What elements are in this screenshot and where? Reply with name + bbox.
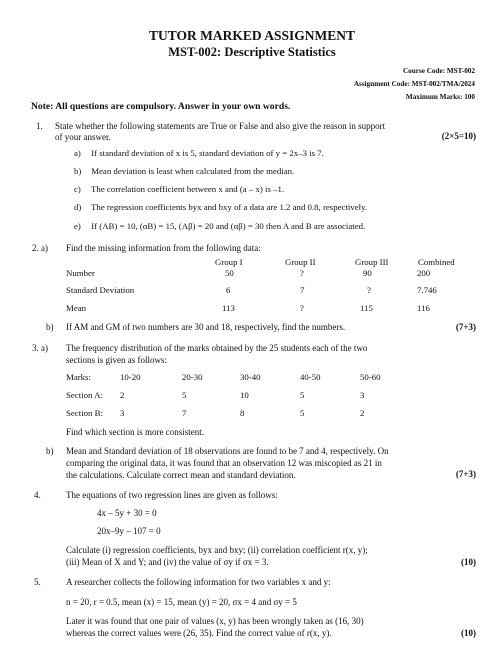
- assignment-code: Assignment Code: MST-002/TMA/2024: [353, 80, 475, 88]
- page-subtitle: MST-002: Descriptive Statistics: [168, 45, 336, 59]
- table-cell: 10-20: [120, 372, 141, 382]
- table-cell: Mean: [66, 303, 87, 313]
- q1-text-line1: State whether the following statements are True or False and also give the reason in support: [55, 121, 386, 131]
- q1-number: 1.: [36, 121, 43, 131]
- table-cell: 7: [300, 285, 305, 295]
- table-cell: 115: [360, 303, 373, 313]
- table-cell: 2: [120, 390, 125, 400]
- q1-item-d: [74, 202, 367, 212]
- q2-number: 2. a): [32, 243, 48, 253]
- q3-b-line3: the calculations. Calculate correct mean and standard deviation.: [66, 470, 296, 480]
- table-cell: ?: [300, 303, 304, 313]
- q1-item-label: e): [74, 221, 81, 231]
- table-cell: 30-40: [240, 372, 261, 382]
- q5-later-line1: Later it was found that one pair of values (x, y) has been wrongly taken as (16, 30): [66, 616, 364, 626]
- table-cell: 90: [363, 268, 372, 278]
- table-cell: 10: [240, 390, 249, 400]
- q2-marks: (7+3): [455, 322, 476, 332]
- table-cell: Section A:: [66, 390, 103, 400]
- q4-equation-1: 4x – 5y + 30 = 0: [97, 508, 157, 518]
- q1-item-text: Mean deviation is least when calculated from the median.: [91, 166, 295, 176]
- q2-b-label: b): [46, 322, 54, 332]
- table-cell: 7: [182, 408, 187, 418]
- q1-marks: (2×5=10): [441, 131, 476, 141]
- q3-number: 3. a): [32, 343, 48, 353]
- table-cell: Number: [66, 268, 95, 278]
- q1-item-text: If (AB) = 10, (αB) = 15, (Aβ) = 20 and (αβ) = 30 then A and B are associated.: [91, 221, 366, 231]
- q1-item-label: c): [74, 184, 81, 194]
- table-cell: ?: [300, 268, 304, 278]
- max-marks: Maximum Marks: 100: [405, 93, 475, 101]
- table-header: Group II: [285, 257, 316, 267]
- q2-b-text: If AM and GM of two numbers are 30 and 18, respectively, find the numbers.: [66, 322, 346, 332]
- q3-b-line2: comparing the original data, it was found that an observation 12 was miscopied as 21 in: [66, 458, 382, 468]
- q5-data: n = 20, r = 0.5, mean (x) = 15, mean (y) = 20, σx = 4 and σy = 5: [66, 597, 297, 607]
- table-cell: 3: [360, 390, 365, 400]
- table-header: Group I: [215, 257, 243, 267]
- q3-b-line1: Mean and Standard deviation of 18 observations are found to be 7 and 4, respectively. On: [66, 446, 389, 456]
- table-cell: 3: [120, 408, 125, 418]
- q3-marks: (7+3): [455, 469, 476, 479]
- table-cell: 50: [225, 268, 234, 278]
- q1-item-text: The correlation coefficient between x and (a – x) is –1.: [91, 184, 285, 194]
- table-cell: Marks:: [66, 372, 91, 382]
- q4-text: The equations of two regression lines are given as follows:: [66, 490, 278, 500]
- table-cell: 40-50: [300, 372, 321, 382]
- q3-text-line1: The frequency distribution of the marks obtained by the 25 students each of the two: [66, 343, 368, 353]
- table-cell: 5: [300, 390, 305, 400]
- table-cell: 6: [226, 285, 231, 295]
- q4-marks: (10): [461, 557, 476, 567]
- q2-text: Find the missing information from the following data:: [66, 243, 261, 253]
- table-cell: 200: [417, 268, 431, 278]
- q1-item-a: [74, 148, 324, 158]
- table-cell: 20-30: [182, 372, 203, 382]
- q1-item-text: The regression coefficients byx and bxy of a data are 1.2 and 0.8, respectively.: [91, 202, 368, 212]
- q5-text: A researcher collects the following information for two variables x and y:: [66, 577, 331, 587]
- table-cell: 5: [182, 390, 187, 400]
- q4-equation-2: 20x–9y – 107 = 0: [97, 526, 161, 536]
- q5-number: 5.: [34, 577, 41, 587]
- q1-item-label: a): [74, 148, 81, 158]
- q5-marks: (10): [461, 628, 476, 638]
- course-code: Course Code: MST-002: [402, 67, 475, 75]
- q1-item-e: [74, 221, 365, 231]
- q3-b-label: b): [46, 446, 54, 456]
- q1-item-label: d): [74, 202, 82, 212]
- table-cell: 5: [300, 408, 305, 418]
- table-cell: 113: [222, 303, 235, 313]
- q4-number: 4.: [34, 490, 41, 500]
- q5-later-line2: whereas the correct values were (26, 35). Find the correct value of r(x, y).: [66, 628, 332, 638]
- q1-item-text: If standard deviation of x is 5, standard deviation of y = 2x–3 is 7.: [91, 148, 324, 158]
- table-cell: 8: [240, 408, 245, 418]
- q3-text-line2: sections is given as follows:: [66, 355, 167, 365]
- table-cell: ?: [367, 285, 371, 295]
- q4-calc-line2: (iii) Mean of X and Y; and (iv) the value of σy if σx = 3.: [66, 557, 269, 567]
- instructions-note: Note: All questions are compulsory. Answer in your own words.: [31, 101, 291, 112]
- table-cell: 2: [360, 408, 365, 418]
- q1-item-b: [74, 166, 294, 176]
- q1-text-line2: of your answer.: [55, 132, 111, 142]
- table-header: Combined: [418, 257, 455, 267]
- table-header: Group III: [355, 257, 389, 267]
- table-cell: 116: [417, 303, 430, 313]
- table-cell: 7.746: [417, 285, 437, 295]
- q4-calc-line1: Calculate (i) regression coefficients, byx and bxy; (ii) correlation coefficient r(x, y);: [66, 545, 368, 555]
- q1-item-c: [74, 184, 284, 194]
- table-cell: Standard Deviation: [66, 285, 135, 295]
- table-cell: 50-60: [360, 372, 381, 382]
- q1-item-label: b): [74, 166, 82, 176]
- page-title: TUTOR MARKED ASSIGNMENT: [148, 28, 356, 43]
- q3-text-line3: Find which section is more consistent.: [66, 427, 204, 437]
- table-cell: Section B:: [66, 408, 103, 418]
